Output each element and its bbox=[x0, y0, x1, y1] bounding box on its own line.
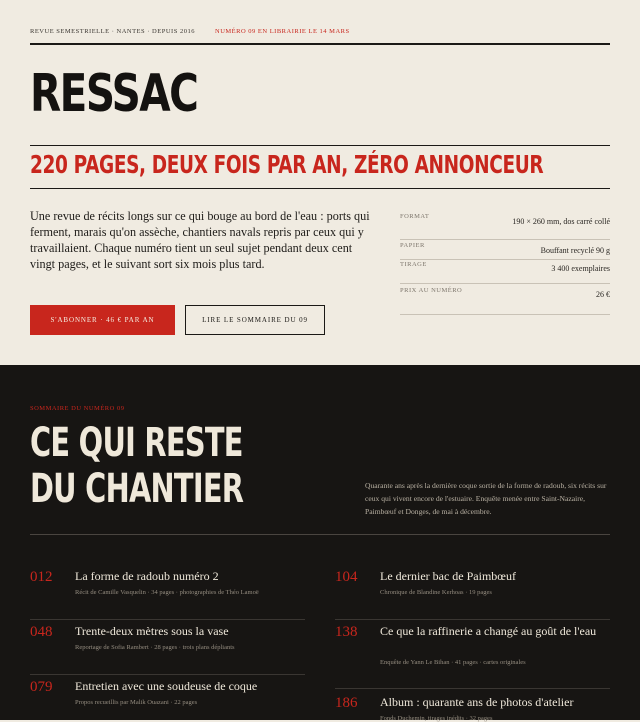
meta-row bbox=[30, 28, 610, 35]
spec-value: 3 400 exemplaires bbox=[551, 264, 610, 273]
subscribe-button[interactable]: S'ABONNER · 46 € PAR AN bbox=[30, 305, 175, 335]
page-number: 079 bbox=[30, 679, 53, 695]
divider bbox=[335, 619, 610, 620]
spec-value: 26 € bbox=[596, 290, 610, 299]
divider bbox=[335, 688, 610, 689]
page-number: 048 bbox=[30, 624, 53, 640]
section-description: Quarante ans après la dernière coque sortie de la forme de radoub, six récits sur ceux qui vivent encore de l'estuaire. Enquête menée entre Saint-Nazaire, Paimbœuf et Donges, de mai à décembre. bbox=[365, 481, 607, 516]
article-credits: Récit de Camille Vasquelin · 34 pages · photographies de Théo Lamoë bbox=[75, 589, 259, 596]
tagline: 220 PAGES, DEUX FOIS PAR AN, ZÉRO ANNONCEUR bbox=[30, 150, 544, 179]
spec-value: 190 × 260 mm, dos carré collé bbox=[512, 217, 610, 226]
read-toc-button[interactable]: LIRE LE SOMMAIRE DU 09 bbox=[185, 305, 325, 335]
page-number: 186 bbox=[335, 695, 358, 711]
article-item[interactable] bbox=[335, 624, 610, 689]
article-title: La forme de radoub numéro 2 bbox=[75, 569, 219, 583]
divider bbox=[30, 43, 610, 45]
spec-label: TIRAGE bbox=[400, 261, 427, 268]
article-credits: Propos recueillis par Malik Ouazani · 22 pages bbox=[75, 699, 198, 706]
page-number: 012 bbox=[30, 569, 53, 585]
article-item[interactable] bbox=[30, 569, 305, 621]
spec-row bbox=[400, 260, 610, 284]
article-item[interactable] bbox=[30, 624, 305, 676]
spec-row bbox=[400, 208, 610, 240]
article-credits: Chronique de Blandine Kerhoas · 19 pages bbox=[380, 589, 492, 596]
spec-label: PAPIER bbox=[400, 242, 425, 249]
spec-label: PRIX AU NUMÉRO bbox=[400, 287, 463, 294]
article-item[interactable] bbox=[335, 693, 610, 720]
spec-label: FORMAT bbox=[400, 213, 430, 220]
spec-table bbox=[400, 208, 610, 315]
spec-value: Bouffant recyclé 90 g bbox=[540, 246, 610, 255]
article-credits: Fonds Duchemin, tirages inédits · 32 pages bbox=[380, 715, 493, 722]
page-number: 104 bbox=[335, 569, 358, 585]
section-kicker: SOMMAIRE DU NUMÉRO 09 bbox=[30, 405, 125, 412]
table-of-contents-section bbox=[0, 365, 640, 720]
article-credits: Reportage de Sofia Rambert · 28 pages · trois plans dépliants bbox=[75, 644, 235, 651]
divider bbox=[30, 619, 305, 620]
article-item[interactable] bbox=[30, 679, 305, 719]
page-number: 138 bbox=[335, 624, 358, 640]
spec-row bbox=[400, 284, 610, 315]
intro-paragraph: Une revue de récits longs sur ce qui bouge au bord de l'eau : ports qui ferment, marais qu'on assèche, chantiers navals repris par ceux qui y travaillaient. Chaque numéro tient un seul sujet pendant deux cent vingt pages, et le suivant sort six mois plus tard. bbox=[30, 209, 370, 271]
divider bbox=[30, 188, 610, 189]
spec-row bbox=[400, 240, 610, 260]
article-title: Le dernier bac de Paimbœuf bbox=[380, 569, 516, 583]
brand-logo: RESSAC bbox=[30, 64, 198, 124]
article-title: Album : quarante ans de photos d'atelier bbox=[380, 695, 574, 709]
article-item[interactable] bbox=[335, 569, 610, 621]
article-title: Ce que la raffinerie a changé au goût de l'eau bbox=[380, 624, 597, 638]
divider bbox=[30, 534, 610, 535]
divider bbox=[30, 145, 610, 146]
publication-meta: REVUE SEMESTRIELLE · NANTES · DEPUIS 2016 bbox=[30, 28, 195, 35]
divider bbox=[30, 674, 305, 675]
section-title: CE QUI RESTE DU CHANTIER bbox=[30, 420, 244, 512]
release-notice: NUMÉRO 09 EN LIBRAIRIE LE 14 MARS bbox=[215, 28, 350, 35]
article-credits: Enquête de Yann Le Bihan · 41 pages · cartes originales bbox=[380, 659, 526, 666]
article-title: Trente-deux mètres sous la vase bbox=[75, 624, 229, 638]
article-title: Entretien avec une soudeuse de coque bbox=[75, 679, 258, 693]
